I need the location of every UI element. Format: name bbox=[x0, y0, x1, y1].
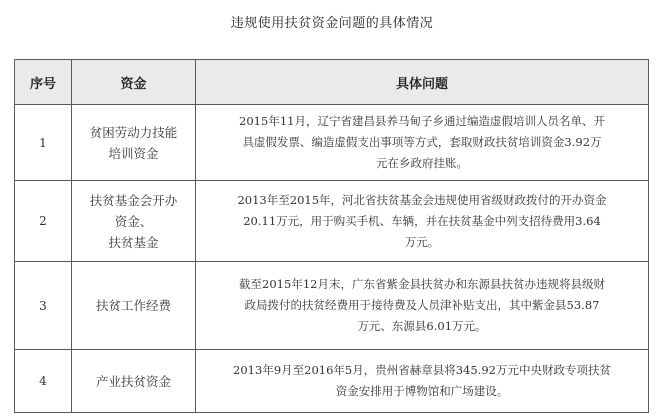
row-serial-number: 1 bbox=[15, 105, 72, 181]
row-issue-cell bbox=[196, 262, 649, 350]
row-fund-text: 扶贫工作经费 bbox=[95, 298, 171, 313]
row-issue-text: 截至2015年12月末，广东省紫金县扶贫办和东源县扶贫办违规将县级财 政局拨付的扶贫经费用于接待费及人员津补贴支出，其中紫金县53.87 万元、东源县6.01万元。 bbox=[239, 277, 605, 333]
row-serial-number: 2 bbox=[15, 181, 72, 262]
row-fund-cell bbox=[72, 350, 196, 413]
row-fund-text: 扶贫基金会开办 资金、 扶贫基金 bbox=[89, 192, 178, 250]
table-header-row bbox=[15, 60, 649, 105]
row-serial-number: 3 bbox=[15, 262, 72, 350]
table-row bbox=[15, 350, 649, 413]
row-issue-text: 2013年至2015年，河北省扶贫基金会违规使用省级财政拨付的开办资金 20.11万元，用于购买手机、车辆，并在扶贫基金中列支招待费用3.64 万元。 bbox=[237, 192, 607, 249]
row-fund-cell bbox=[72, 262, 196, 350]
row-issue-text: 2015年11月，辽宁省建昌县养马甸子乡通过编造虚假培训人员名单、开 具虚假发票、编造虚假支出事项等方式，套取财政扶贫培训资金3.92万 元在乡政府挂账。 bbox=[239, 114, 605, 170]
row-fund-cell bbox=[72, 105, 196, 181]
table-row bbox=[15, 105, 649, 181]
header-fund: 资金 bbox=[72, 60, 196, 105]
row-issue-cell bbox=[196, 105, 649, 181]
header-serial-number: 序号 bbox=[15, 60, 72, 105]
row-serial-number: 4 bbox=[15, 350, 72, 413]
row-fund-cell bbox=[72, 181, 196, 262]
row-issue-cell bbox=[196, 181, 649, 262]
row-fund-text: 产业扶贫资金 bbox=[95, 373, 171, 389]
row-fund-text: 贫困劳动力技能 培训资金 bbox=[89, 124, 178, 161]
table-row bbox=[15, 262, 649, 350]
row-issue-cell bbox=[196, 350, 649, 413]
row-issue-text: 2013年9月至2016年5月，贵州省赫章县将345.92万元中央财政专项扶贫 资金安排用于博物馆和广场建设。 bbox=[233, 363, 611, 398]
header-specific-issue: 具体问题 bbox=[196, 60, 649, 105]
document-title: 违规使用扶贫资金问题的具体情况 bbox=[230, 16, 434, 31]
table-row bbox=[15, 181, 649, 262]
violations-table bbox=[14, 59, 649, 413]
